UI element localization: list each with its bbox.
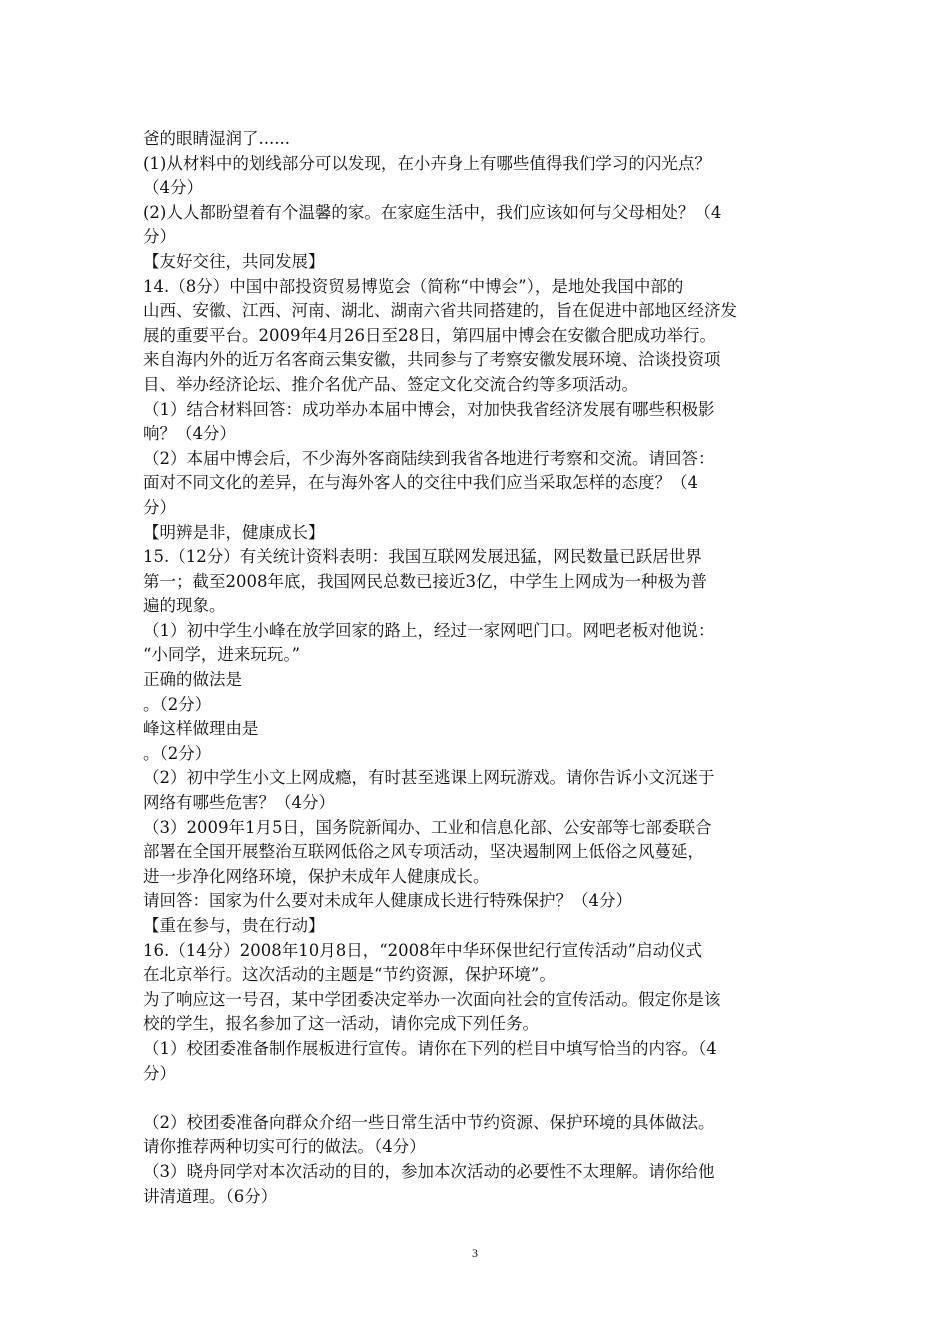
text-line: （1）结合材料回答：成功举办本届中博会，对加快我省经济发展有哪些积极影 [143, 399, 715, 419]
text-line: 分） [143, 227, 176, 247]
text-line: 响？（4分） [143, 424, 236, 444]
section-heading: 【友好交往，共同发展】 [143, 251, 325, 271]
text-line: 正确的做法是 [143, 670, 242, 690]
text-line: 遍的现象。 [143, 596, 226, 616]
text-line: （2）本届中博会后，不少海外客商陆续到我省各地进行考察和交流。请回答： [143, 448, 715, 468]
text-line: (1)从材料中的划线部分可以发现，在小卉身上有哪些值得我们学习的闪光点？ [143, 153, 711, 173]
page-body [143, 127, 815, 1209]
blank-line [143, 1086, 815, 1111]
text-line: 16.（14分）2008年10月8日，“2008年中华环保世纪行宣传活动”启动仪式 [143, 940, 703, 960]
text-line: 进一步净化网络环境，保护未成年人健康成长。 [143, 866, 490, 886]
text-line: 讲清道理。（6分） [143, 1186, 278, 1206]
section-heading: 【明辨是非，健康成长】 [143, 522, 325, 542]
text-line: 来自海内外的近万名客商云集安徽，共同参与了考察安徽发展环境、洽谈投资项 [143, 350, 721, 370]
text-line: （1）校团委准备制作展板进行宣传。请你在下列的栏目中填写恰当的内容。（4 [143, 1038, 717, 1058]
text-line: 山西、安徽、江西、河南、湖北、湖南六省共同搭建的，旨在促进中部地区经济发 [143, 301, 737, 321]
text-line: 展的重要平台。2009年4月26日至28日，第四届中博会在安徽合肥成功举行。 [143, 325, 716, 345]
text-line: 在北京举行。这次活动的主题是“节约资源，保护环境”。 [143, 965, 556, 985]
text-line: 请你推荐两种切实可行的做法。（4分） [143, 1137, 426, 1157]
text-line: （3）晓舟同学对本次活动的目的，参加本次活动的必要性不太理解。请你给他 [143, 1161, 715, 1181]
text-line: 。（2分） [143, 694, 212, 714]
text-line: 部署在全国开展整治互联网低俗之风专项活动，坚决遏制网上低俗之风蔓延， [143, 842, 704, 862]
text-line: （1）初中学生小峰在放学回家的路上，经过一家网吧门口。网吧老板对他说： [143, 620, 715, 640]
text-line: 目、举办经济论坛、推介名优产品、签定文化交流合约等多项活动。 [143, 374, 638, 394]
text-line: （2）校团委准备向群众介绍一些日常生活中节约资源、保护环境的具体做法。 [143, 1112, 715, 1132]
text-line: 请回答：国家为什么要对未成年人健康成长进行特殊保护？（4分） [143, 891, 632, 911]
text-line: 为了响应这一号召，某中学团委决定举办一次面向社会的宣传活动。假定你是该 [143, 989, 721, 1009]
text-line: 网络有哪些危害？（4分） [143, 793, 335, 813]
page-number: 3 [472, 1246, 478, 1260]
text-line: （3）2009年1月5日，国务院新闻办、工业和信息化部、公安部等七部委联合 [143, 817, 712, 837]
text-line: 分） [143, 497, 176, 517]
text-line: 面对不同文化的差异，在与海外客人的交往中我们应当采取怎样的态度？（4 [143, 473, 698, 493]
text-line: 分） [143, 1063, 176, 1083]
text-line: “小同学，进来玩玩。” [143, 645, 301, 665]
text-line: （2）初中学生小文上网成瘾，有时甚至逃课上网玩游戏。请你告诉小文沉迷于 [143, 768, 715, 788]
text-line: 15.（12分）有关统计资料表明：我国互联网发展迅猛，网民数量已跃居世界 [143, 547, 702, 567]
text-line: 校的学生，报名参加了这一活动，请你完成下列任务。 [143, 1014, 539, 1034]
text-line: 峰这样做理由是 [143, 719, 259, 739]
text-line: 。（2分） [143, 743, 212, 763]
section-heading: 【重在参与，贵在行动】 [143, 916, 325, 935]
text-line: 爸的眼睛湿润了...... [143, 129, 290, 148]
text-line: （4分） [143, 178, 203, 198]
text-line: (2)人人都盼望着有个温馨的家。在家庭生活中，我们应该如何与父母相处？（4 [143, 202, 722, 222]
text-line: 第一；截至2008年底，我国网民总数已接近3亿，中学生上网成为一种极为普 [143, 571, 707, 591]
text-line: 14.（8分）中国中部投资贸易博览会（简称“中博会”），是地处我国中部的 [143, 276, 684, 296]
